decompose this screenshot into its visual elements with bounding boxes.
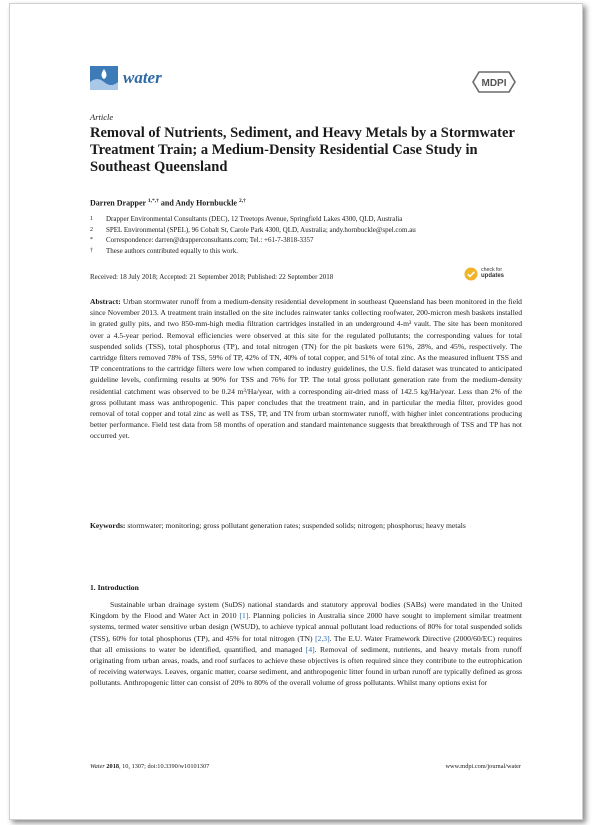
section-heading: 1. Introduction <box>90 583 139 592</box>
citation-link[interactable]: [4] <box>305 644 315 654</box>
affiliation-text: Drapper Environmental Consultants (DEC), 12 Treetops Avenue, Springfield Lakes 4300, QLD, Australia <box>106 215 403 223</box>
check-for-updates-button[interactable] <box>464 263 522 285</box>
intro-text: . Planning policies in Australia since 2000 have sought to implement similar treatment systems, termed water sensitive urban design (WSUD), to achieve typical annual pollutant load reductions of 80% for total suspended solids (TSS), 60% for total phosphorus (TP), and 45% for total nitrogen (TN) <box>90 611 522 643</box>
citation-link[interactable]: [1] <box>239 611 249 621</box>
citation-link[interactable]: [2,3] <box>315 633 330 643</box>
affiliation-mark: 1 <box>90 216 93 222</box>
keywords-label: Keywords: <box>90 521 126 530</box>
citation-year: 2018 <box>106 763 119 770</box>
citation-footer <box>90 763 209 770</box>
affiliation-item <box>90 235 530 246</box>
affiliation-text: Correspondence: darren@drapperconsultants.com; Tel.: +61-7-3818-3357 <box>106 236 314 244</box>
article-type: Article <box>90 112 114 122</box>
intro-text: . Removal of sediment, nutrients, and heavy metals from runoff originating from urban areas, roads, and roof surfaces to achieve these objectives is often required since they contribute to the eutrophication of receiving waterways. Leaves, organic matter, coarse sediment, and anthropogenic litter found in urban runoff are typically defined as gross pollutants. Anthropogenic litter can consist of 20% to 80% of the overall volume of gross pollutants. Whilst many options exist for <box>90 644 522 688</box>
abstract <box>90 296 522 442</box>
journal-name: water <box>123 68 162 87</box>
citation-details: , 10, 1307; doi:10.3390/w10101307 <box>118 763 210 770</box>
publisher-name: MDPI <box>481 78 507 89</box>
journal-logo[interactable] <box>90 66 162 90</box>
abstract-label: Abstract: <box>90 297 121 306</box>
citation-journal: Water <box>90 763 105 770</box>
author-connector: and <box>160 198 174 208</box>
publication-dates: Received: 18 July 2018; Accepted: 21 September 2018; Published: 22 September 2018 <box>90 273 334 281</box>
keywords <box>90 520 522 531</box>
author-marks: 2,† <box>238 198 246 204</box>
author-name[interactable]: Darren Drapper <box>90 198 146 208</box>
affiliation-item <box>90 214 530 225</box>
affiliation-item <box>90 246 530 257</box>
journal-url[interactable]: www.mdpi.com/journal/water <box>445 763 521 770</box>
author-name[interactable]: Andy Hornbuckle <box>175 198 237 208</box>
paper-page <box>9 3 583 820</box>
affiliation-mark: * <box>90 237 93 243</box>
affiliation-item <box>90 225 530 236</box>
author-list <box>90 198 246 208</box>
mdpi-logo[interactable] <box>471 70 517 94</box>
water-drop-icon <box>90 66 118 90</box>
check-updates-line2: updates <box>481 273 505 279</box>
intro-text: . The E.U. Water Framework Directive (2000/60/EC) requires that all emissions to water be identified, quantified, and managed <box>90 633 522 654</box>
affiliation-text: These authors contributed equally to this work. <box>106 246 238 255</box>
affiliation-text: SPEL Environmental (SPEL), 96 Cobalt St, Carole Park 4300, QLD, Australia; andy.hornbuckle@spel.com.au <box>106 225 416 234</box>
abstract-text: Urban stormwater runoff from a medium-density residential development in southeast Queensland has been monitored in the field since November 2013. A treatment train installed on the site includes rainwater tanks collecting roofwater, 200-micron mesh baskets installed in grated gully pits, and two 850-mm-high media filtration cartridges installed in an underground 4-m³ vault. The site has been monitored over a 4.5-year period. Removal efficiencies were observed at this site for the regulated pollutants; the corresponding values for total suspended solids (TSS), total phosphorus (TP), and total nitrogen (TN) for the pit baskets were 61%, 28%, and 45%, respectively. The cartridge filters removed 78% of TSS, 59% of TP, 42% of TN, 40% of total copper, and 51% of total zinc. As the measured influent TSS and TP concentrations to the cartridge filters were low when compared to industry guidelines, the U.S. field dataset was truncated to anticipated guideline levels, confirming results at 90% for TSS and 76% for TP. The total gross pollutant generation rate from the medium-density residential catchment was observed to be 0.24 m³/Ha/year, with a corresponding air-dried mass of 142.5 kg/Ha/year. Less than 2% of the gross pollutant mass was anthropogenic. This paper concludes that the treatment train, and in particular the media filter, provides good removal of total copper and total zinc as well as TSS, TP, and TN from urban stormwater runoff, with higher inlet concentrations producing better performance. Field test data from 58 months of operation and standard maintenance suggests that breakthrough of TSS and TP has not occurred yet. <box>90 297 522 441</box>
affiliations <box>90 214 530 256</box>
keywords-text: stormwater; monitoring; gross pollutant generation rates; suspended solids; nitrogen; phosphorus; heavy metals <box>127 521 466 530</box>
check-updates-icon <box>464 267 478 281</box>
author-marks: 1,*,† <box>147 198 159 204</box>
introduction-paragraph <box>90 599 522 689</box>
affiliation-mark: 2 <box>90 226 93 233</box>
affiliation-mark: † <box>90 247 93 254</box>
paper-title: Removal of Nutrients, Sediment, and Heavy Metals by a Stormwater Treatment Train; a Medium-Density Residential Case Study in Southeast Queensland <box>90 125 515 175</box>
intro-text: Sustainable urban drainage system (SuDS) national standards and statutory approval bodies (SABs) were mandated in the United Kingdom by the Flood and Water Act in 2010 <box>90 600 522 621</box>
check-updates-line1: check for <box>481 267 503 274</box>
